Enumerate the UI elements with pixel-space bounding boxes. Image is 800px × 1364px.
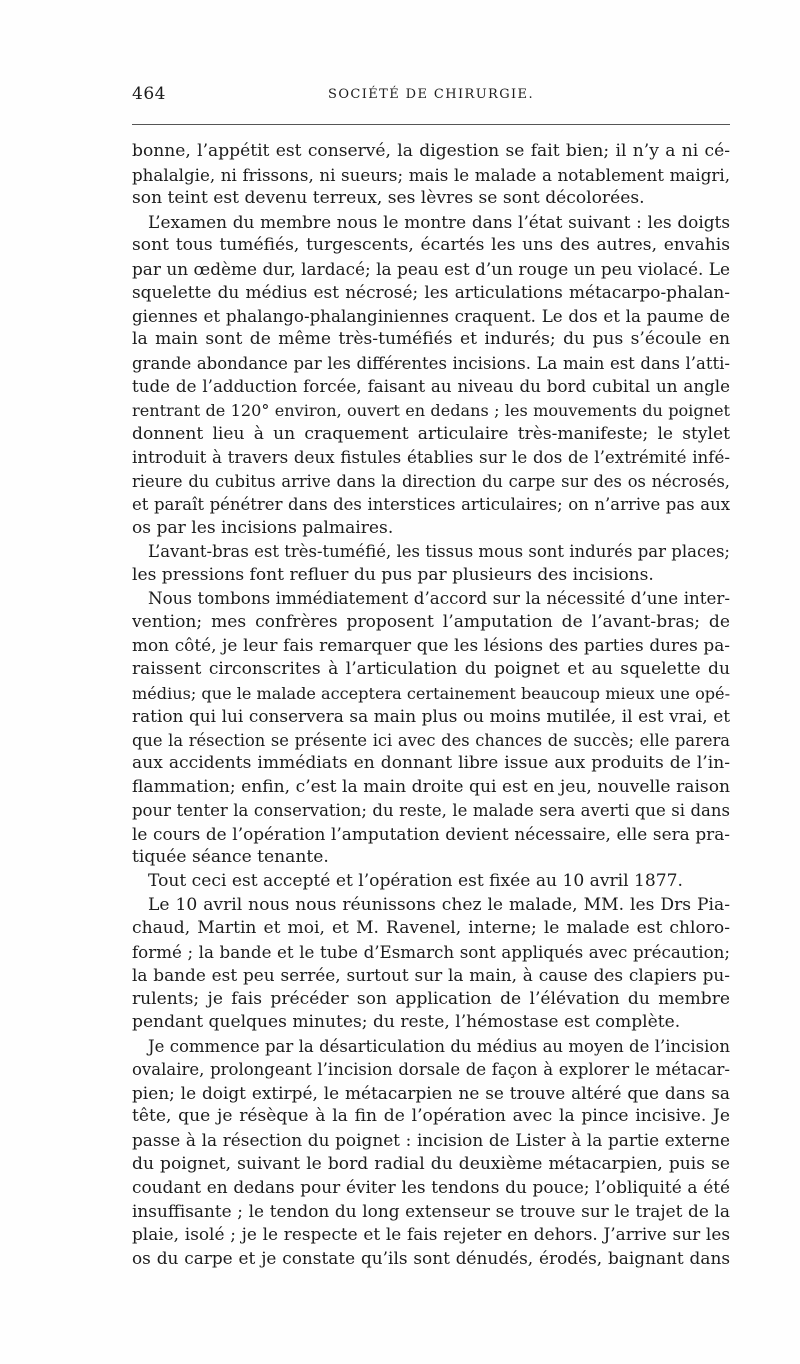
text-line: rieure du cubitus arrive dans la direction du carpe sur des os nécrosés,: [132, 471, 730, 491]
text-line: par un œdème dur, lardacé; la peau est d’un rouge un peu violacé. Le: [132, 258, 730, 279]
text-line: pour tenter la conservation; du reste, le malade sera averti que si dans: [132, 801, 730, 821]
text-line: rulents; je fais précéder son application de l’élévation du membre: [132, 988, 730, 1009]
running-head: [132, 84, 730, 108]
text-line: sont tous tuméfiés, turgescents, écartés les uns des autres, envahis: [132, 235, 730, 256]
text-line: phalalgie, ni frissons, ni sueurs; mais le malade a notablement maigri,: [132, 164, 730, 185]
text-line: Je commence par la désarticulation du médius au moyen de l’incision: [148, 1036, 730, 1056]
text-line: L’avant-bras est très-tuméfié, les tissus mous sont indurés par places;: [148, 542, 730, 562]
text-line: bonne, l’appétit est conservé, la digestion se fait bien; il n’y a ni cé-: [132, 141, 730, 161]
text-line: les pressions font refluer du pus par plusieurs des incisions.: [132, 564, 654, 585]
text-line: coudant en dedans pour éviter les tendons du pouce; l’obliquité a été: [132, 1177, 730, 1198]
text-line: tête, que je résèque à la fin de l’opération avec la pince incisive. Je: [132, 1106, 730, 1127]
text-line: chaud, Martin et moi, et M. Ravenel, interne; le malade est chloro-: [132, 918, 730, 939]
text-line: plaie, isolé ; je le respecte et le fais rejeter en dehors. J’arrive sur les: [132, 1224, 730, 1245]
text-line: et paraît pénétrer dans des interstices articulaires; on n’arrive pas aux: [132, 495, 730, 515]
text-line: introduit à travers deux fistules établies sur le dos de l’extrémité infé-: [132, 447, 730, 468]
text-line: os par les incisions palmaires.: [132, 517, 394, 538]
text-line: donnent lieu à un craquement articulaire très-manifeste; le stylet: [132, 423, 730, 444]
text-line: squelette du médius est nécrosé; les articulations métacarpo-phalan-: [132, 282, 730, 303]
text-line: tude de l’adduction forcée, faisant au niveau du bord cubital un angle: [132, 376, 730, 397]
text-line: aux accidents immédiats en donnant libre issue aux produits de l’in-: [132, 753, 730, 774]
text-line: pien; le doigt extirpé, le métacarpien ne se trouve altéré que dans sa: [132, 1082, 730, 1103]
text-line: médius; que le malade acceptera certainement beaucoup mieux une opé-: [132, 683, 730, 703]
text-line: le cours de l’opération l’amputation devient nécessaire, elle sera pra-: [132, 823, 730, 844]
text-line: raissent circonscrites à l’articulation du poignet et au squelette du: [132, 659, 730, 680]
body-text: [132, 140, 730, 1270]
text-line: os du carpe et je constate qu’ils sont dénudés, érodés, baignant dans: [132, 1247, 730, 1268]
running-title: SOCIÉTÉ DE CHIRURGIE.: [328, 87, 534, 102]
header-rule: [132, 124, 730, 125]
page-number: 464: [132, 84, 166, 104]
text-line: que la résection se présente ici avec des chances de succès; elle parera: [132, 730, 730, 750]
text-line: la main sont de même très-tuméfiés et indurés; du pus s’écoule en: [132, 329, 730, 350]
text-line: la bande est peu serrée, surtout sur la main, à cause des clapiers pu-: [132, 965, 730, 986]
text-line: passe à la résection du poignet : incision de Lister à la partie externe: [132, 1129, 730, 1150]
text-line: rentrant de 120° environ, ouvert en dedans ; les mouvements du poignet: [132, 401, 730, 421]
text-line: ovalaire, prolongeant l’incision dorsale de façon à explorer le métacar-: [132, 1060, 730, 1080]
text-line: son teint est devenu terreux, ses lèvres se sont décolorées.: [132, 188, 645, 209]
text-line: L’examen du membre nous le montre dans l’état suivant : les doigts: [148, 211, 730, 232]
text-line: formé ; la bande et le tube d’Esmarch sont appliqués avec précaution;: [132, 941, 730, 962]
text-line: ration qui lui conservera sa main plus ou moins mutilée, il est vrai, et: [132, 706, 730, 727]
text-line: mon côté, je leur fais remarquer que les lésions des parties dures pa-: [132, 635, 730, 656]
text-line: Le 10 avril nous nous réunissons chez le malade, MM. les Drs Pia-: [148, 894, 730, 915]
text-line: vention; mes confrères proposent l’amputation de l’avant-bras; de: [132, 611, 730, 632]
text-line: pendant quelques minutes; du reste, l’hémostase est complète.: [132, 1012, 681, 1033]
text-line: tiquée séance tenante.: [132, 847, 329, 868]
text-line: flammation; enfin, c’est la main droite qui est en jeu, nouvelle raison: [132, 776, 730, 797]
text-line: Nous tombons immédiatement d’accord sur la nécessité d’une inter-: [148, 588, 730, 609]
text-line: Tout ceci est accepté et l’opération est fixée au 10 avril 1877.: [148, 870, 683, 891]
text-line: giennes et phalango-phalanginiennes craquent. Le dos et la paume de: [132, 305, 730, 326]
text-line: du poignet, suivant le bord radial du deuxième métacarpien, puis se: [132, 1153, 730, 1174]
text-line: insuffisante ; le tendon du long extenseur se trouve sur le trajet de la: [132, 1200, 730, 1221]
text-line: grande abondance par les différentes incisions. La main est dans l’atti-: [132, 353, 730, 373]
